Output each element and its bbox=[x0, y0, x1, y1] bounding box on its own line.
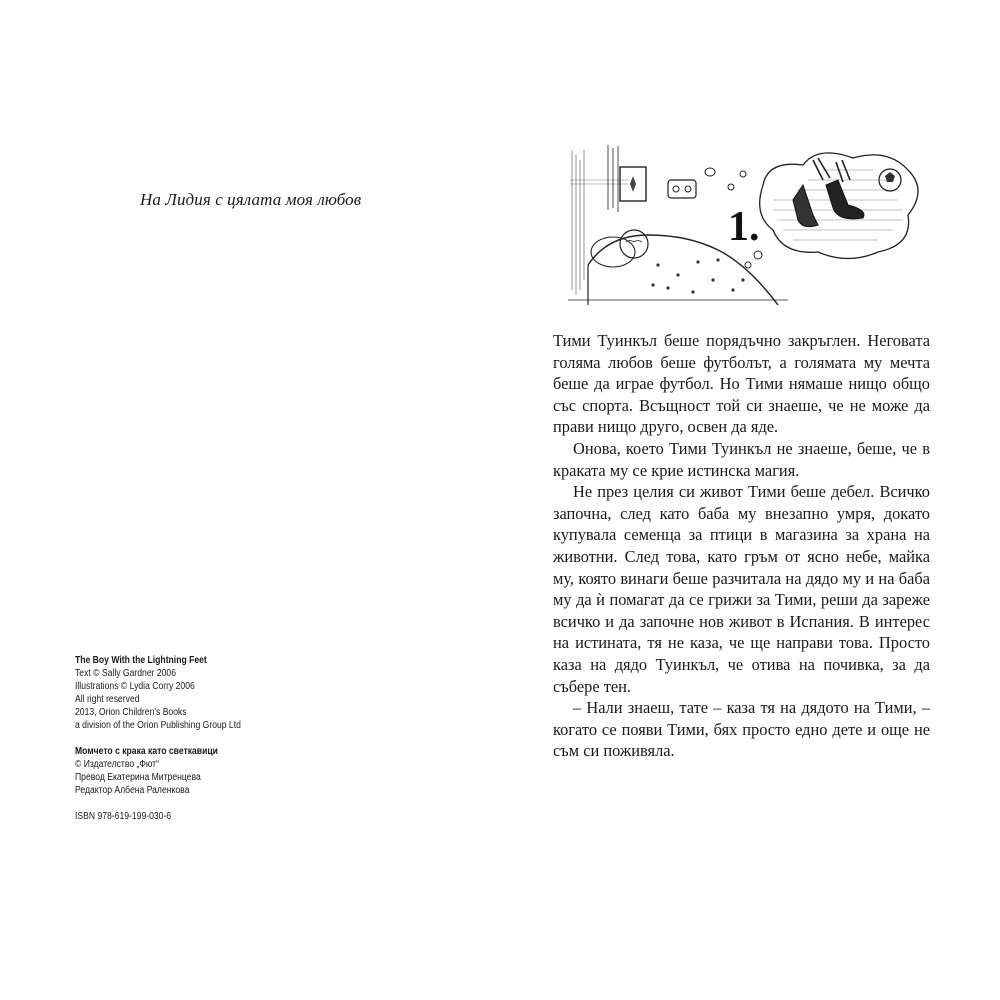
isbn: ISBN 978-619-199-030-6 bbox=[75, 811, 172, 822]
editor-credit: Редактор Албена Раленкова bbox=[75, 785, 190, 796]
publisher-copyright: © Издателство „Фют“ bbox=[75, 759, 159, 770]
paragraph: – Нали знаеш, тате – каза тя на дядото на Тими, – когато се появи Тими, бях просто едно дете и още не съм си поживяла. bbox=[553, 698, 930, 761]
boot-icon bbox=[826, 180, 864, 219]
imprint-english bbox=[75, 654, 333, 732]
paragraph: Онова, което Тими Туинкъл не знаеше, беше, че в краката му се крие истинска магия. bbox=[553, 438, 930, 480]
wall-hatching-icon bbox=[572, 150, 584, 295]
publisher-division: a division of the Orion Publishing Group Ltd bbox=[75, 720, 241, 731]
blanket-pattern-icon bbox=[651, 258, 744, 293]
imprint-bulgarian bbox=[75, 745, 333, 797]
publisher-line: 2013, Orion Children's Books bbox=[75, 707, 187, 718]
bulgarian-title: Момчето с крака като светкавици bbox=[75, 746, 218, 757]
text-copyright: Text © Sally Gardner 2006 bbox=[75, 668, 176, 679]
imprint-block bbox=[75, 654, 333, 823]
paragraph: Тими Туинкъл беше порядъчно закръглен. Неговата голяма любов беше футболът, а голямата му мечта беше да играе футбол. Но Тими нямаше нищо общо със спорта. Всъщност той си знаеше, че не може да прави нищо друго, освен да яде. bbox=[553, 331, 930, 437]
chapter-illustration bbox=[568, 140, 928, 305]
dedication: На Лидия с цялата моя любов bbox=[140, 190, 362, 209]
pillow-icon bbox=[591, 237, 635, 267]
boy-head-icon bbox=[620, 230, 648, 258]
chapter-number: 1. bbox=[728, 204, 760, 250]
translator-credit: Превод Екатерина Митренцева bbox=[75, 772, 201, 783]
illustrations-copyright: Illustrations © Lydia Corry 2006 bbox=[75, 681, 195, 692]
boot-icon bbox=[793, 185, 818, 227]
paragraph: Не през целия си живот Тими беше дебел. Всичко започна, след като баба му внезапно умря, докато купувала семенца за птици в магазина за храна на животни. След това, като гръм от ясно небе, майка му, която винаги беше разчитала на дядо му и на баба му да ѝ помагат да се грижи за Тими, реши да зареже всичко и да започне нов живот в Испания. В интерес на истината, тя не каза, че ще направи това. Просто каза на дядо Туинкъл, че отива на почивка, за да събере тен. bbox=[553, 482, 930, 696]
rights-reserved: All right reserved bbox=[75, 694, 140, 705]
original-title: The Boy With the Lightning Feet bbox=[75, 655, 207, 666]
radio-icon bbox=[668, 180, 696, 198]
chapter-body bbox=[553, 330, 930, 762]
